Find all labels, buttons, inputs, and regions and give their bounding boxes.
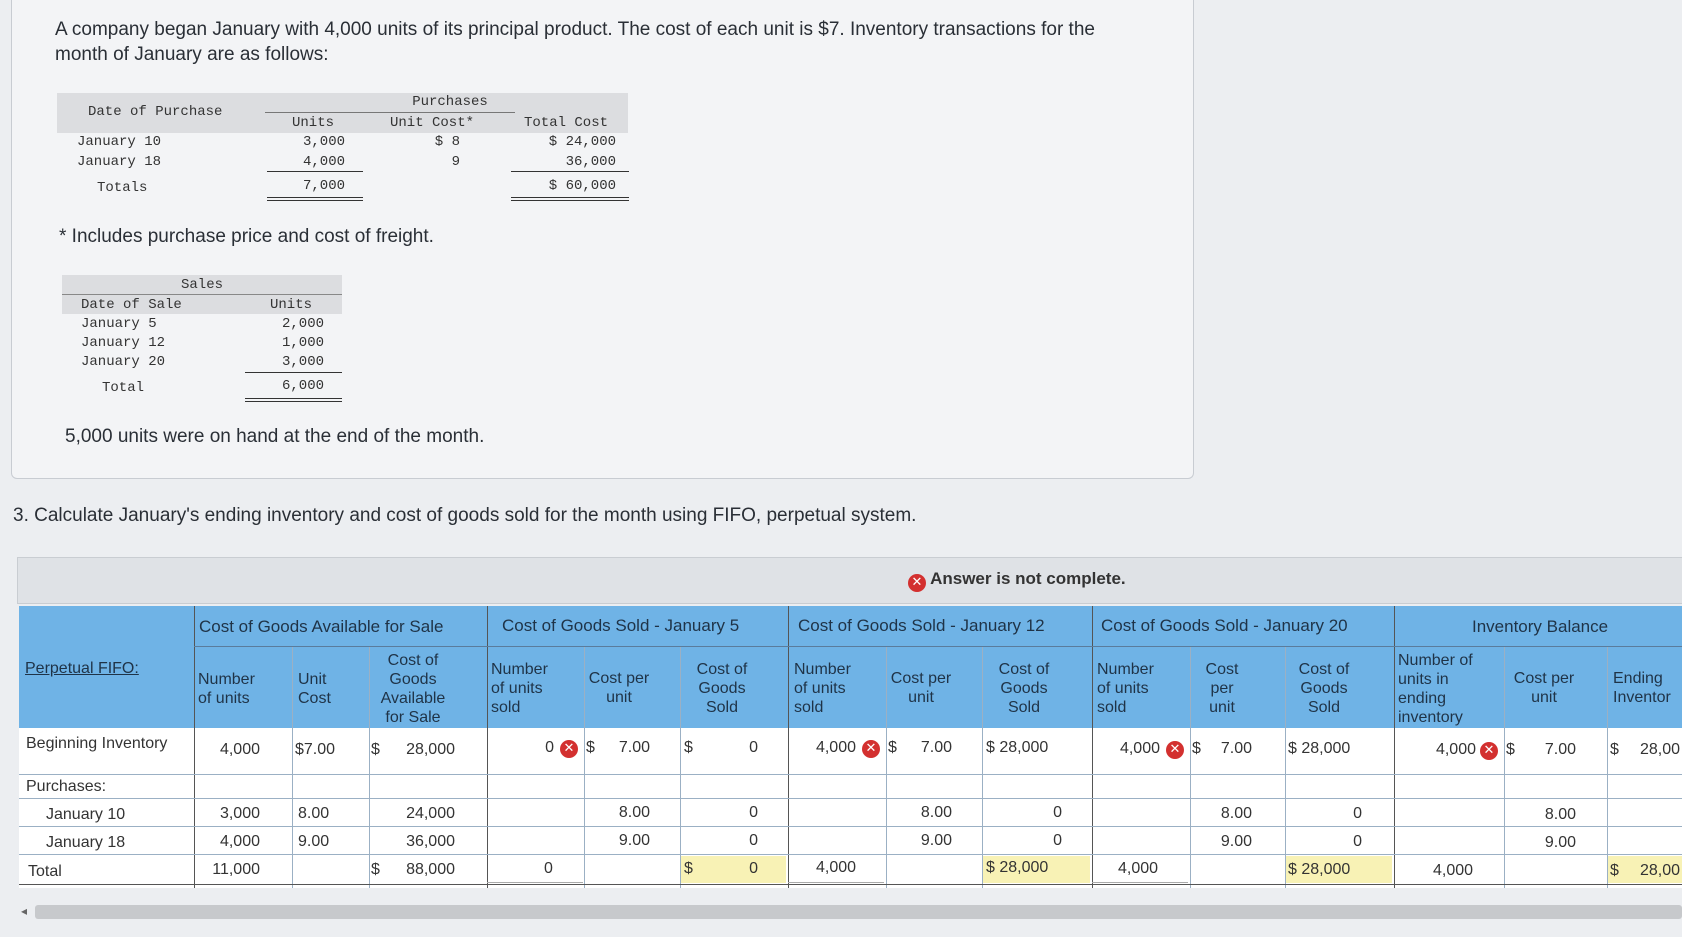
subhdr-j12-cogs: Cost of Goods Sold bbox=[998, 661, 1050, 716]
purchases-cost-double-rule bbox=[511, 197, 629, 201]
beg-j20-units-sold[interactable]: 4,000 bbox=[1119, 740, 1160, 757]
total-j12-units-sold[interactable]: 4,000 bbox=[816, 859, 857, 876]
sales-total-units: 6,000 bbox=[281, 378, 324, 394]
row-label-jan10: January 10 bbox=[46, 806, 126, 823]
total-j5-cogs-dollar: $ bbox=[684, 860, 693, 877]
beg-j5-cost-per-unit[interactable]: 7.00 bbox=[618, 739, 650, 756]
total-bal-ending-inventory[interactable]: 28,00 bbox=[1640, 862, 1681, 879]
total-bal-units[interactable]: 4,000 bbox=[1433, 862, 1474, 879]
beg-j20-cogs[interactable]: $ 28,000 bbox=[1288, 740, 1351, 757]
jan10-j20-cogs[interactable]: 0 bbox=[1353, 805, 1362, 822]
purchase-row-units: 4,000 bbox=[302, 154, 345, 170]
error-icon: ✕ bbox=[908, 574, 926, 592]
jan18-j12-cogs[interactable]: 0 bbox=[1053, 832, 1062, 849]
jan10-j5-cogs[interactable]: 0 bbox=[749, 804, 758, 821]
purchases-group-rule bbox=[265, 112, 515, 113]
perpetual-fifo-link[interactable]: Perpetual FIFO: bbox=[25, 660, 139, 677]
sale-row-units: 1,000 bbox=[281, 335, 324, 351]
subhdr-units-ending: Number of units in ending inventory bbox=[1398, 652, 1473, 726]
purchases-totals-cost: $ 60,000 bbox=[548, 178, 616, 194]
beg-j5-cogs[interactable]: 0 bbox=[749, 739, 758, 756]
jan10-bal-cost-per-unit[interactable]: 8.00 bbox=[1544, 806, 1576, 823]
error-icon: ✕ bbox=[1166, 741, 1184, 759]
row-divider bbox=[19, 826, 1682, 827]
beg-j5-cogs-dollar: $ bbox=[684, 739, 693, 756]
input-underline bbox=[788, 882, 884, 883]
group-jan5: Cost of Goods Sold - January 5 bbox=[502, 616, 740, 635]
purchases-col-unit-cost: Unit Cost* bbox=[390, 115, 475, 131]
input-underline bbox=[1092, 882, 1188, 883]
subhdr-j5-units-sold: Number of units sold bbox=[491, 661, 548, 716]
problem-intro: A company began January with 4,000 units of its principal product. The cost of each unit is $7. Inventory transactions for the month of January are as follows: bbox=[55, 19, 1095, 65]
total-j5-units-sold[interactable]: 0 bbox=[544, 860, 553, 877]
purchase-row-date: January 10 bbox=[77, 134, 162, 150]
ending-note: 5,000 units were on hand at the end of the month. bbox=[65, 426, 485, 447]
col-divider bbox=[886, 646, 887, 888]
answer-status-text: Answer is not complete. bbox=[930, 569, 1126, 588]
group-available: Cost of Goods Available for Sale bbox=[199, 617, 444, 636]
col-divider bbox=[1092, 606, 1093, 888]
total-j20-cogs[interactable]: $ 28,000 bbox=[1288, 861, 1351, 878]
purchases-col-total-cost: Total Cost bbox=[524, 115, 609, 131]
row-divider bbox=[19, 774, 1682, 775]
beg-j5-units-sold[interactable]: 0 bbox=[545, 739, 554, 756]
jan18-j5-cogs[interactable]: 0 bbox=[749, 832, 758, 849]
purchases-group-header: Purchases bbox=[412, 94, 488, 110]
subhdr-unit-cost: Unit Cost bbox=[298, 671, 331, 707]
purchase-row-total-cost: $ 24,000 bbox=[548, 134, 616, 150]
beg-bal-cost-per-unit[interactable]: 7.00 bbox=[1544, 741, 1576, 758]
col-divider bbox=[1394, 606, 1395, 888]
subhdr-j12-cost-per-unit: Cost per unit bbox=[890, 670, 952, 706]
purchase-row-total-cost: 36,000 bbox=[565, 154, 616, 170]
row-divider bbox=[19, 854, 1682, 855]
beg-units[interactable]: 4,000 bbox=[219, 741, 260, 758]
beg-unit-cost[interactable]: $7.00 bbox=[295, 741, 336, 758]
beg-j12-units-sold[interactable]: 4,000 bbox=[815, 739, 856, 756]
total-units[interactable]: 11,000 bbox=[212, 861, 260, 878]
scroll-left-icon[interactable]: ◂ bbox=[21, 904, 28, 918]
answer-status bbox=[908, 569, 1126, 592]
sale-row-units: 3,000 bbox=[281, 354, 324, 370]
subhdr-cogas: Cost of Goods Available for Sale bbox=[380, 652, 446, 726]
col-divider bbox=[1504, 646, 1505, 888]
jan18-bal-cost-per-unit[interactable]: 9.00 bbox=[1544, 834, 1576, 851]
jan18-unit-cost[interactable]: 9.00 bbox=[298, 833, 330, 850]
sales-group-rule bbox=[62, 294, 342, 295]
subhdr-j20-cost-per-unit: Cost per unit bbox=[1205, 661, 1239, 716]
sale-row-date: January 12 bbox=[81, 335, 166, 351]
row-divider bbox=[19, 884, 1682, 885]
subhdr-ending-inventory: Ending Inventor bbox=[1613, 670, 1671, 706]
beg-j5-cost-dollar: $ bbox=[586, 739, 595, 756]
total-j20-units-sold[interactable]: 4,000 bbox=[1118, 860, 1159, 877]
question-text: 3. Calculate January's ending inventory and cost of goods sold for the month using FIFO, perpetual system. bbox=[13, 505, 917, 526]
error-icon: ✕ bbox=[862, 740, 880, 758]
jan10-cogas[interactable]: 24,000 bbox=[406, 805, 455, 822]
subhdr-j20-cogs: Cost of Goods Sold bbox=[1298, 661, 1350, 716]
purchase-row-date: January 18 bbox=[77, 154, 162, 170]
sale-row-units: 2,000 bbox=[281, 316, 324, 332]
subhdr-bal-cost-per-unit: Cost per unit bbox=[1513, 670, 1575, 706]
error-icon: ✕ bbox=[560, 740, 578, 758]
col-divider bbox=[982, 646, 983, 888]
purchases-totals-units: 7,000 bbox=[302, 178, 345, 194]
purchase-row-units: 3,000 bbox=[302, 134, 345, 150]
jan10-j20-cost-per-unit[interactable]: 8.00 bbox=[1220, 805, 1252, 822]
beg-j20-cost-dollar: $ bbox=[1192, 740, 1201, 757]
jan18-cogas[interactable]: 36,000 bbox=[406, 833, 455, 850]
group-jan20: Cost of Goods Sold - January 20 bbox=[1101, 616, 1348, 635]
beg-bal-cost-dollar: $ bbox=[1506, 741, 1515, 758]
jan18-j20-cost-per-unit[interactable]: 9.00 bbox=[1220, 833, 1252, 850]
purchases-units-rule bbox=[267, 171, 363, 172]
sales-units-rule bbox=[245, 372, 342, 373]
col-divider bbox=[680, 646, 681, 888]
col-divider bbox=[1190, 646, 1191, 888]
col-divider bbox=[487, 606, 488, 888]
subhdr-j5-cogs: Cost of Goods Sold bbox=[696, 661, 748, 716]
jan18-j12-cost-per-unit[interactable]: 9.00 bbox=[920, 832, 952, 849]
row-label-purchases: Purchases: bbox=[26, 778, 107, 795]
purchases-totals-label: Totals bbox=[97, 180, 148, 196]
col-divider bbox=[1285, 646, 1286, 888]
horizontal-scrollbar[interactable] bbox=[35, 905, 1682, 919]
beg-cogas-dollar: $ bbox=[371, 741, 380, 758]
col-divider bbox=[584, 646, 585, 888]
error-icon: ✕ bbox=[1480, 742, 1498, 760]
jan18-j5-cost-per-unit[interactable]: 9.00 bbox=[618, 832, 650, 849]
purchases-col-units: Units bbox=[292, 115, 335, 131]
jan18-j20-cogs[interactable]: 0 bbox=[1353, 833, 1362, 850]
beg-bal-units[interactable]: 4,000 bbox=[1435, 741, 1476, 758]
col-divider bbox=[369, 646, 370, 888]
beg-j20-cost-per-unit[interactable]: 7.00 bbox=[1220, 740, 1252, 757]
jan10-j12-cost-per-unit[interactable]: 8.00 bbox=[920, 804, 952, 821]
jan10-unit-cost[interactable]: 8.00 bbox=[298, 805, 330, 822]
beg-j12-cost-per-unit[interactable]: 7.00 bbox=[920, 739, 952, 756]
sales-col-date: Date of Sale bbox=[81, 297, 182, 313]
jan18-units[interactable]: 4,000 bbox=[219, 833, 260, 850]
subhdr-j20-units-sold: Number of units sold bbox=[1097, 661, 1154, 716]
total-bal-end-dollar: $ bbox=[1610, 862, 1619, 879]
purchase-row-unit-cost: 9 bbox=[451, 154, 460, 170]
total-j12-cogs[interactable]: $ 28,000 bbox=[986, 859, 1049, 876]
sales-group-header: Sales bbox=[180, 277, 223, 293]
total-j5-cogs[interactable]: 0 bbox=[749, 860, 758, 877]
subhdr-j5-cost-per-unit: Cost per unit bbox=[588, 670, 650, 706]
purchase-row-unit-cost: $ 8 bbox=[434, 134, 460, 150]
purchases-units-double-rule bbox=[267, 197, 363, 201]
row-label-total: Total bbox=[28, 863, 62, 880]
total-cogas[interactable]: 88,000 bbox=[406, 861, 455, 878]
sales-units-double-rule bbox=[245, 398, 342, 402]
beg-cogas[interactable]: 28,000 bbox=[406, 741, 455, 758]
beg-j12-cost-dollar: $ bbox=[888, 739, 897, 756]
row-divider bbox=[19, 798, 1682, 799]
beg-bal-end-dollar: $ bbox=[1610, 741, 1619, 758]
purchases-cost-rule bbox=[511, 171, 629, 172]
subhdr-j12-units-sold: Number of units sold bbox=[794, 661, 851, 716]
footnote: * Includes purchase price and cost of freight. bbox=[59, 226, 434, 247]
row-label-jan18: January 18 bbox=[46, 834, 126, 851]
row-label-beginning: Beginning Inventory bbox=[26, 735, 168, 752]
sale-row-date: January 20 bbox=[81, 354, 166, 370]
col-divider bbox=[788, 606, 789, 888]
col-divider bbox=[292, 646, 293, 888]
beg-bal-ending-inventory[interactable]: 28,00 bbox=[1640, 741, 1681, 758]
input-underline bbox=[487, 882, 583, 883]
sale-row-date: January 5 bbox=[81, 316, 157, 332]
jan10-units[interactable]: 3,000 bbox=[219, 805, 260, 822]
col-divider bbox=[1607, 646, 1608, 888]
jan10-j5-cost-per-unit[interactable]: 8.00 bbox=[618, 804, 650, 821]
group-balance: Inventory Balance bbox=[1472, 617, 1609, 636]
group-jan12: Cost of Goods Sold - January 12 bbox=[798, 616, 1045, 635]
total-cogas-dollar: $ bbox=[371, 861, 380, 878]
sales-col-units: Units bbox=[270, 297, 313, 313]
row-divider bbox=[194, 646, 1682, 647]
subhdr-num-units: Number of units bbox=[198, 671, 255, 707]
col-divider bbox=[194, 606, 195, 888]
answer-status-bar bbox=[17, 557, 1682, 604]
sales-total-label: Total bbox=[102, 380, 145, 396]
purchases-col-date: Date of Purchase bbox=[88, 104, 223, 120]
beg-j12-cogs[interactable]: $ 28,000 bbox=[986, 739, 1049, 756]
jan10-j12-cogs[interactable]: 0 bbox=[1053, 804, 1062, 821]
